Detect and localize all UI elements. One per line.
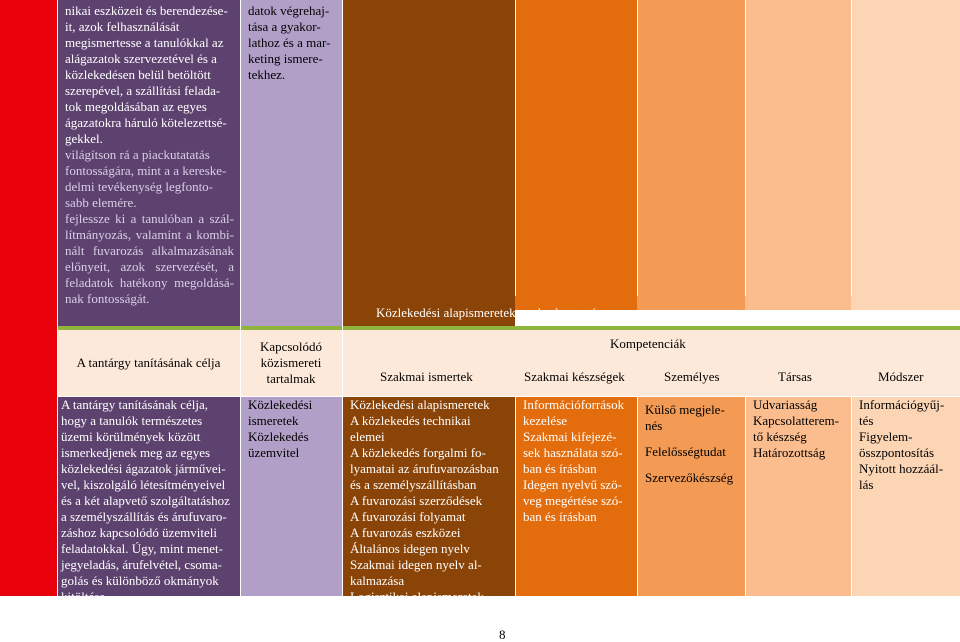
goals-text-2: világítson rá a piackutatatás fontosságára, mint a a kereske- delmi tevékenység legfonto- sabb elemére.	[65, 147, 227, 210]
column-separator	[637, 0, 638, 296]
personal-item: Külső megjele-	[645, 402, 725, 417]
skills-item: ban és írásban	[523, 461, 597, 476]
related-text: datok végrehaj- tása a gyakor- lathoz és a mar- keting ismere- tekhez.	[248, 3, 331, 82]
knowledge-item: Közlekedési alapismeretek	[350, 397, 490, 412]
method-item: Figyelem-	[859, 429, 913, 444]
page-number: 8	[499, 627, 506, 642]
body-personal-cell	[637, 396, 745, 596]
subject-title: Közlekedési alapismeretek gyakorlat tantárgy	[376, 305, 614, 320]
goals-gap-cell	[57, 310, 240, 326]
left-red-strip-top	[0, 0, 57, 310]
header-goal: A tantárgy tanításának célja	[76, 355, 221, 370]
related-item: ismeretek	[248, 413, 299, 428]
knowledge-item: kalmazása	[350, 573, 405, 588]
body-related-cell	[240, 396, 342, 596]
body-knowledge-cell	[342, 396, 515, 604]
knowledge-item: A közlekedés forgalmi fo-	[350, 445, 486, 460]
column-separator	[57, 0, 58, 596]
subject-title-bar	[342, 296, 960, 326]
header-skills: Szakmai készségek	[524, 369, 625, 384]
body-skills-cell	[515, 396, 637, 596]
left-red-strip-body	[0, 396, 57, 596]
method-item: Nyitott hozzáál-	[859, 461, 944, 476]
social-top-cell	[745, 0, 851, 310]
skills-item: sek használata szó-	[523, 445, 623, 460]
related-gap-cell	[240, 310, 342, 326]
body-social-cell	[745, 396, 851, 596]
social-item: Határozottság	[753, 445, 826, 460]
column-separator	[851, 396, 852, 596]
column-separator	[745, 396, 746, 596]
goals-top-cell	[57, 0, 240, 310]
header-knowledge: Szakmai ismertek	[380, 369, 473, 384]
column-separator	[851, 0, 852, 296]
column-separator	[637, 396, 638, 596]
knowledge-item: elemei	[350, 429, 385, 444]
related-item: Közlekedés	[248, 429, 309, 444]
method-item: Információgyűj-	[859, 397, 945, 412]
personal-top-cell	[637, 0, 745, 310]
knowledge-item: A fuvarozási folyamat	[350, 509, 466, 524]
personal-item: nés	[645, 418, 663, 433]
knowledge-item: A fuvarozási szerződések	[350, 493, 483, 508]
skills-item: veg megértése szó-	[523, 493, 623, 508]
knowledge-item: A közlekedés technikai	[350, 413, 471, 428]
skills-item: Szakmai kifejezé-	[523, 429, 617, 444]
related-item: Közlekedési	[248, 397, 313, 412]
personal-spacer	[645, 434, 741, 444]
knowledge-item: Logisztikai alapismeretek	[350, 589, 484, 604]
header-method: Módszer	[878, 369, 924, 384]
header-related: Kapcsolódó közismereti tartalmak	[259, 339, 323, 386]
knowledge-item: és a személyszállításban	[350, 477, 477, 492]
knowledge-item: A fuvarozás eszközei	[350, 525, 461, 540]
personal-item: Szervezőkészség	[645, 470, 734, 485]
goals-text-1: nikai eszközeit és berendezése- it, azok felhasználását megismertesse a tanulókkal az alágazatok szervezetével és a közlekedésen belül betöltött szerepével, a szállítási felada- tok megoldásában az egyes ágazatokra háruló kötelezettsé- gekkel.	[65, 3, 228, 146]
method-item: lás	[859, 477, 874, 492]
social-item: tő készség	[753, 429, 807, 444]
row-separator	[57, 396, 960, 397]
social-item: Kapcsolatterem-	[753, 413, 839, 428]
column-separator	[515, 396, 516, 596]
body-goal-cell	[57, 396, 240, 604]
method-item: tés	[859, 413, 874, 428]
skills-item: ban és írásban	[523, 509, 597, 524]
method-item: összpontosítás	[859, 445, 935, 460]
related-top-cell	[240, 0, 342, 310]
knowledge-item: Szakmai idegen nyelv al-	[350, 557, 482, 572]
personal-item: Felelősségtudat	[645, 444, 726, 459]
personal-spacer	[645, 460, 741, 470]
goals-text-3: fejlessze ki a tanulóban a szál- lítmányozás, valamint a kombi- nált fuvarozás alkalmazásának előnyeit, azok szervezését, a feladatok hatékony megoldásá- nak fontosságát.	[65, 211, 234, 306]
header-goal-cell	[57, 330, 240, 396]
method-top-cell	[851, 0, 960, 310]
column-separator	[515, 0, 516, 296]
header-related-cell	[240, 330, 342, 396]
header-personal: Személyes	[664, 369, 720, 384]
header-competences-cell	[342, 330, 960, 396]
header-social: Társas	[778, 369, 812, 384]
body-goal-text: A tantárgy tanításának célja, hogy a tanulók természetes üzemi körülmények között ismerkedjenek meg az egyes közlekedési ágazatok járművei- vel, kiszolgáló létesítményeivel és a két alapvető szolgáltatáshoz a személyszállítás és árufuvaro- záshoz kapcsolódó üzemviteli feladatokkal. Úgy, mint menet- jegyeladás, árufelvétel, csoma- golás és különböző okmányok kitöltése	[61, 397, 230, 604]
left-red-strip-header	[0, 330, 57, 396]
column-separator	[745, 0, 746, 296]
left-red-strip-mid	[0, 310, 57, 330]
skills-item: Idegen nyelvű szö-	[523, 477, 622, 492]
knowledge-item: Általános idegen nyelv	[350, 541, 470, 556]
skills-item: kezelése	[523, 413, 568, 428]
social-item: Udvariasság	[753, 397, 818, 412]
knowledge-top-cell	[342, 0, 515, 310]
related-item: üzemvitel	[248, 445, 300, 460]
column-separator	[342, 0, 343, 596]
skills-top-cell	[515, 0, 637, 310]
knowledge-item: lyamatai az árufuvarozásban	[350, 461, 499, 476]
header-competences: Kompetenciák	[610, 336, 686, 351]
skills-item: Információforrások	[523, 397, 625, 412]
column-separator	[240, 0, 241, 596]
body-method-cell	[851, 396, 960, 596]
